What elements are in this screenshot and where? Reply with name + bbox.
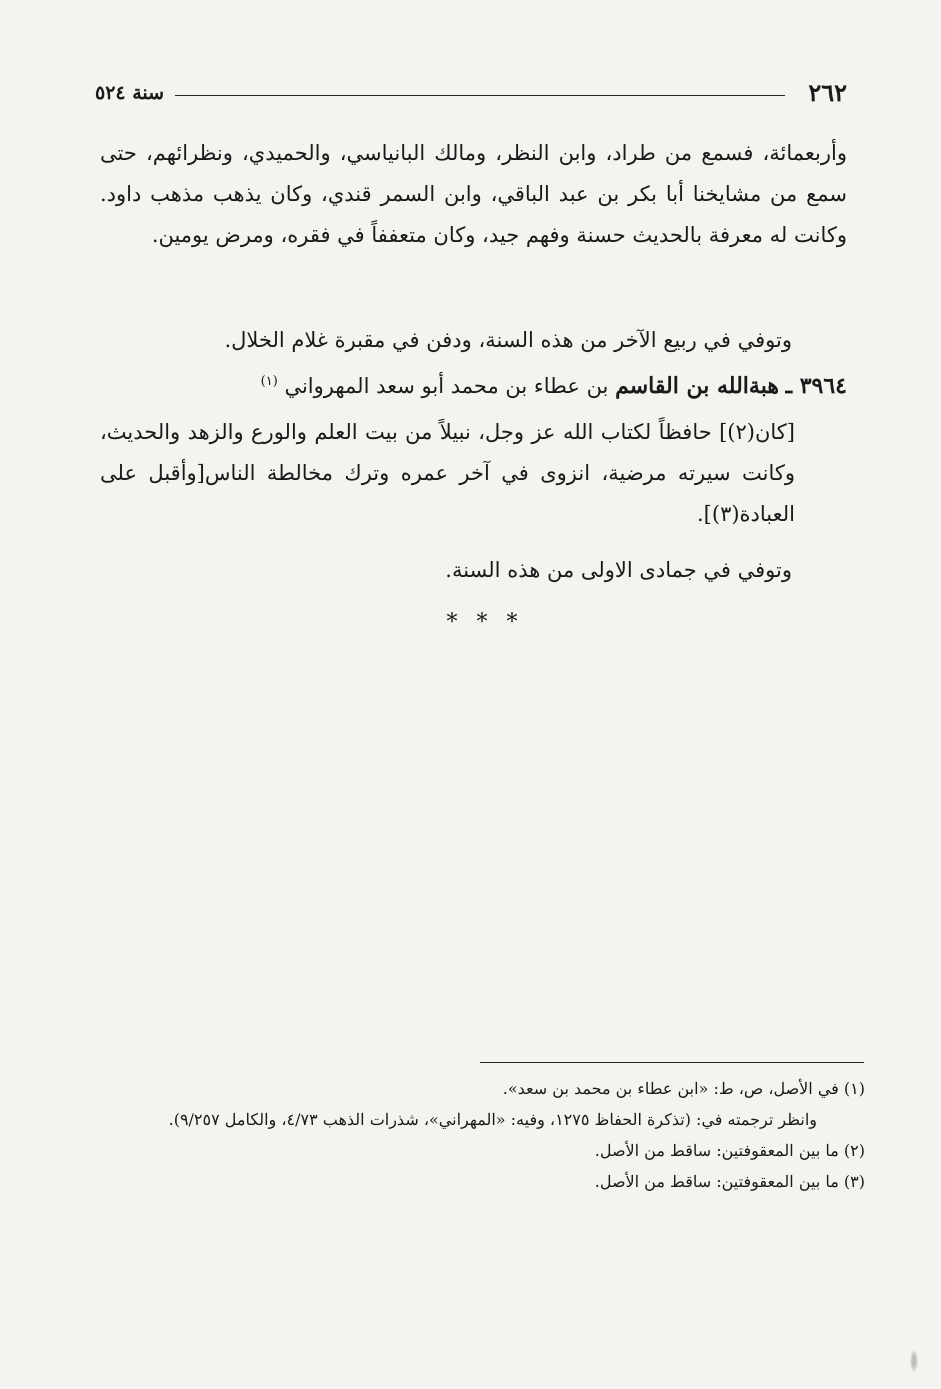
entry-number: ٣٩٦٤ ـ	[785, 373, 847, 399]
footnote-marker: (١)	[260, 374, 278, 389]
paragraph-4: وتوفي في جمادى الاولى من هذه السنة.	[445, 558, 792, 582]
entry-lineage: بن عطاء بن محمد أبو سعد المهرواني	[284, 374, 609, 398]
paragraph-2: وتوفي في ربيع الآخر من هذه السنة، ودفن في مقبرة غلام الخلال.	[224, 328, 792, 352]
entry-name: هبةالله بن القاسم	[615, 373, 779, 399]
section-separator: * * *	[446, 610, 524, 635]
footnote-3: (٣) ما بين المعقوفتين: ساقط من الأصل.	[594, 1172, 865, 1191]
scan-speck	[909, 1347, 919, 1375]
footnote-1-reference: وانظر ترجمته في: (تذكرة الحفاظ ١٢٧٥، وفيه: «المهراني»، شذرات الذهب ٤/٧٣، والكامل ٩/٢٥٧).	[168, 1110, 817, 1129]
header-rule	[175, 95, 785, 96]
page-number: ٢٦٢	[808, 78, 847, 107]
footnote-1: (١) في الأصل، ص، ط: «ابن عطاء بن محمد بن سعد».	[502, 1079, 865, 1098]
footnote-2: (٢) ما بين المعقوفتين: ساقط من الأصل.	[594, 1141, 865, 1160]
footnote-rule	[480, 1062, 864, 1063]
paragraph-1: وأربعمائة، فسمع من طراد، وابن النظر، ومالك البانياسي، والحميدي، ونظرائهم، حتى سمع من مشايخنا أبا بكر بن عبد الباقي، وابن السمر قندي، وكان يذهب مذهب داود. وكانت له معرفة بالحديث حسنة وفهم جيد، وكان متعففاً في فقره، ومرض يومين.	[100, 141, 847, 247]
page-header	[95, 78, 847, 108]
paragraph-3: [كان(٢)] حافظاً لكتاب الله عز وجل، نبيلاً من بيت العلم والورع والزهد والحديث، وكانت سيرته مرضية، انزوى في آخر عمره وترك مخالطة الناس[وأقبل على العبادة(٣)].	[100, 420, 795, 526]
footnotes	[115, 1074, 865, 1198]
running-head: سنة ٥٢٤	[95, 82, 165, 104]
entry-heading	[100, 362, 847, 406]
